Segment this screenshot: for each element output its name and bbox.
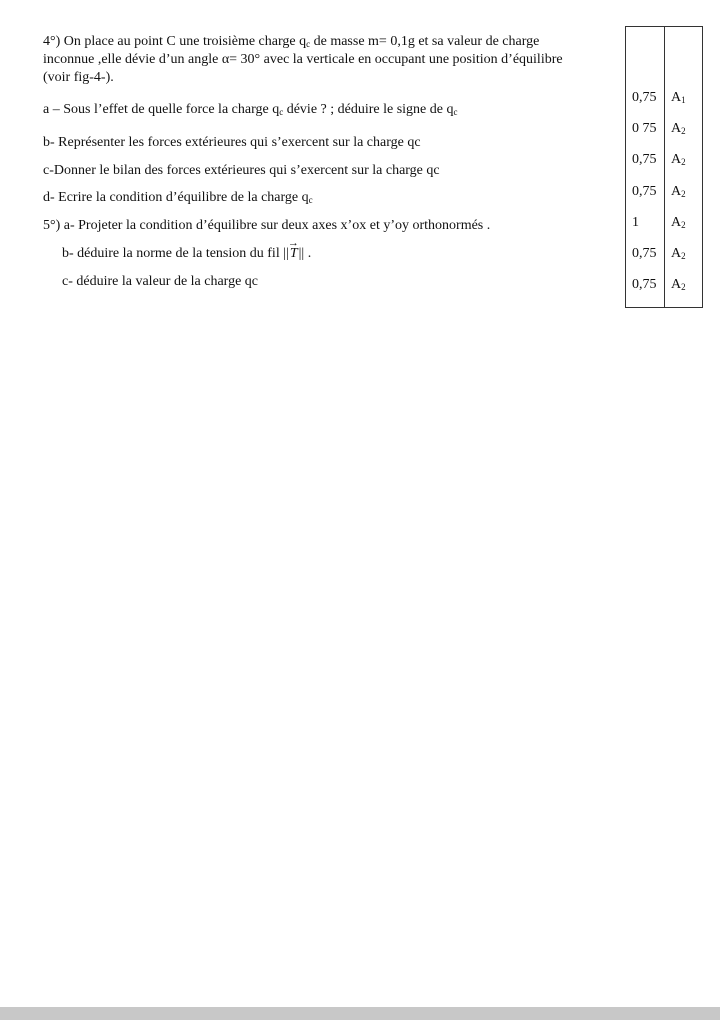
level-letter: A: [671, 121, 682, 136]
level-subscript: 2: [681, 251, 686, 261]
level-cell: [671, 89, 686, 107]
level-letter: A: [671, 215, 682, 230]
question-4-line-2: inconnue ,elle dévie d’un angle α= 30° avec la verticale en occupant une position d’équilibre: [43, 52, 563, 67]
points-cell: 0,75: [632, 152, 657, 167]
question-4b: b- Représenter les forces extérieures qui s’exercent sur la charge qc: [43, 135, 421, 150]
question-5a: 5°) a- Projeter la condition d’équilibre sur deux axes x’ox et y’oy orthonormés .: [43, 218, 491, 233]
subscript: c: [308, 195, 313, 205]
text-segment: || .: [298, 246, 312, 261]
grading-table: [625, 26, 703, 308]
points-column: [626, 27, 665, 308]
points-cell: 0,75: [632, 277, 657, 292]
question-4-line-1: [43, 33, 539, 51]
vector-arrow-icon: →: [287, 237, 299, 249]
level-subscript: 2: [681, 282, 686, 292]
grading-row: [626, 27, 703, 308]
points-cell: 1: [632, 215, 639, 230]
text-segment: de masse m= 0,1g et sa valeur de charge: [310, 34, 540, 49]
level-letter: A: [671, 184, 682, 199]
level-letter: A: [671, 277, 682, 292]
level-cell: [671, 245, 686, 263]
text-segment: dévie ? ; déduire le signe de q: [283, 102, 454, 117]
level-cell: [671, 120, 686, 138]
level-letter: A: [671, 246, 682, 261]
question-5b: [62, 237, 312, 263]
level-cell: [671, 214, 686, 232]
level-letter: A: [671, 152, 682, 167]
level-subscript: 1: [681, 95, 686, 105]
level-subscript: 2: [681, 157, 686, 167]
text-segment: a – Sous l’effet de quelle force la charge q: [43, 102, 280, 117]
subscript: c: [453, 107, 458, 117]
level-subscript: 2: [681, 126, 686, 136]
level-column: [665, 27, 703, 308]
subscript: c: [306, 39, 311, 49]
points-cell: 0,75: [632, 184, 657, 199]
question-4-line-3: (voir fig-4-).: [43, 70, 114, 85]
question-4a: [43, 101, 458, 119]
level-letter: A: [671, 90, 682, 105]
question-4d: [43, 189, 313, 207]
subscript: c: [279, 107, 284, 117]
text-segment: d- Ecrire la condition d’équilibre de la charge q: [43, 190, 309, 205]
text-segment: 4°) On place au point C une troisième charge q: [43, 34, 307, 49]
points-cell: 0 75: [632, 121, 657, 136]
text-segment: b- déduire la norme de la tension du fil ||: [62, 246, 289, 261]
question-5c: c- déduire la valeur de la charge qc: [62, 274, 259, 289]
tension-vector: [287, 237, 299, 263]
level-cell: [671, 151, 686, 169]
vector-symbol: T: [289, 246, 298, 261]
level-cell: [671, 276, 686, 294]
level-subscript: 2: [681, 220, 686, 230]
question-4c: c-Donner le bilan des forces extérieures qui s’exercent sur la charge qc: [43, 163, 440, 178]
points-cell: 0,75: [632, 246, 657, 261]
bottom-scroll-bar: [0, 1007, 720, 1020]
level-subscript: 2: [681, 189, 686, 199]
level-cell: [671, 183, 686, 201]
points-cell: 0,75: [632, 90, 657, 105]
